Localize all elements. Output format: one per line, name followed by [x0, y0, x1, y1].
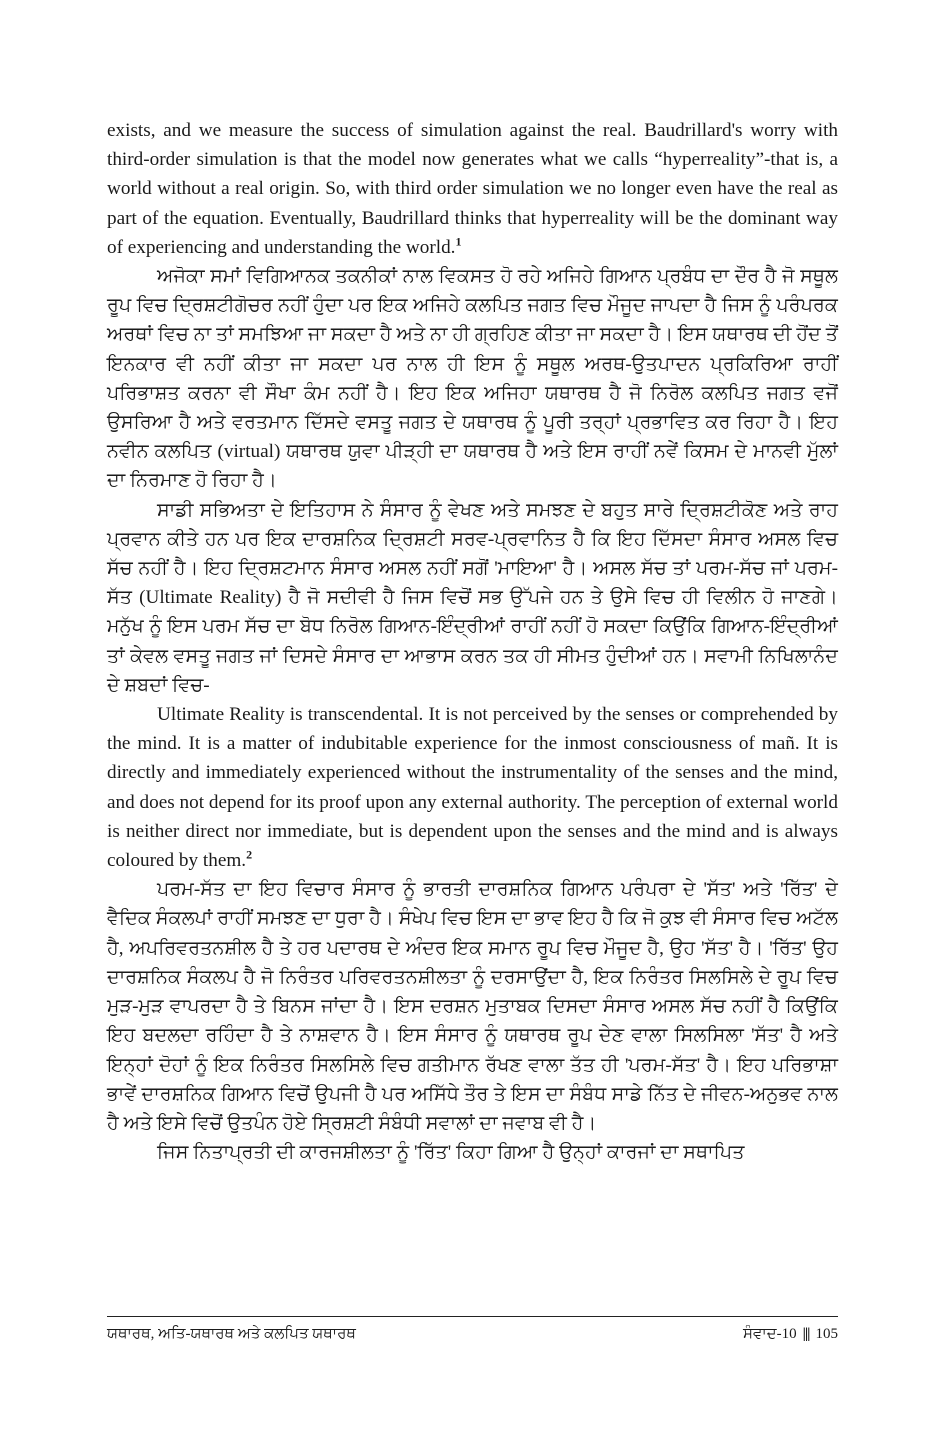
journal-name: ਸੰਵਾਦ-10 [742, 1326, 797, 1342]
paragraph-english-continued [107, 116, 838, 262]
running-title: ਯਥਾਰਥ, ਅਤਿ-ਯਥਾਰਥ ਅਤੇ ਕਲਪਿਤ ਯਥਾਰਥ [107, 1326, 356, 1342]
page-body [107, 116, 838, 1167]
paragraph-punjabi-4: ਜਿਸ ਨਿਤਾਪ੍ਰਤੀ ਦੀ ਕਾਰਜਸ਼ੀਲਤਾ ਨੂੰ 'ਰਿੱਤ' ਕਿਹਾ ਗਿਆ ਹੈ ਉਨ੍ਹਾਂ ਕਾਰਜਾਂ ਦਾ ਸਥਾਪਿਤ [157, 1142, 745, 1164]
paragraph-punjabi-1: ਅਜੋਕਾ ਸਮਾਂ ਵਿਗਿਆਨਕ ਤਕਨੀਕਾਂ ਨਾਲ ਵਿਕਸਤ ਹੋ ਰਹੇ ਅਜਿਹੇ ਗਿਆਨ ਪ੍ਰਬੰਧ ਦਾ ਦੌਰ ਹੈ ਜੋ ਸਥੂਲ ਰੂਪ ਵਿਚ ਦ੍ਰਿਸ਼ਟੀਗੋਚਰ ਨਹੀਂ ਹੁੰਦਾ ਪਰ ਇਕ ਅਜਿਹੇ ਕਲਪਿਤ ਜਗਤ ਵਿਚ ਮੌਜੂਦ ਜਾਪਦਾ ਹੈ ਜਿਸ ਨੂੰ ਪਰੰਪਰਕ ਅਰਥਾਂ ਵਿਚ ਨਾ ਤਾਂ ਸਮਝਿਆ ਜਾ ਸਕਦਾ ਹੈ ਅਤੇ ਨਾ ਹੀ ਗ੍ਰਹਿਣ ਕੀਤਾ ਜਾ ਸਕਦਾ ਹੈ। ਇਸ ਯਥਾਰਥ ਦੀ ਹੋਂਦ ਤੋਂ ਇਨਕਾਰ ਵੀ ਨਹੀਂ ਕੀਤਾ ਜਾ ਸਕਦਾ ਪਰ ਨਾਲ ਹੀ ਇਸ ਨੂੰ ਸਥੂਲ ਅਰਥ-ਉਤਪਾਦਨ ਪ੍ਰਕਿਰਿਆ ਰਾਹੀਂ ਪਰਿਭਾਸ਼ਤ ਕਰਨਾ ਵੀ ਸੌਖਾ ਕੰਮ ਨਹੀਂ ਹੈ। ਇਹ ਇਕ ਅਜਿਹਾ ਯਥਾਰਥ ਹੈ ਜੋ ਨਿਰੋਲ ਕਲਪਿਤ ਜਗਤ ਵਜੋਂ ਉਸਰਿਆ ਹੈ ਅਤੇ ਵਰਤਮਾਨ ਦਿੱਸਦੇ ਵਸਤੂ ਜਗਤ ਦੇ ਯਥਾਰਥ ਨੂੰ ਪੂਰੀ ਤਰ੍ਹਾਂ ਪ੍ਰਭਾਵਿਤ ਕਰ ਰਿਹਾ ਹੈ। ਇਹ ਨਵੀਨ ਕਲਪਿਤ (virtual) ਯਥਾਰਥ ਯੁਵਾ ਪੀੜ੍ਹੀ ਦਾ ਯਥਾਰਥ ਹੈ ਅਤੇ ਇਸ ਰਾਹੀਂ ਨਵੇਂ ਕਿਸਮ ਦੇ ਮਾਨਵੀ ਮੁੱਲਾਂ ਦਾ ਨਿਰਮਾਣ ਹੋ ਰਿਹਾ ਹੈ। [107, 266, 838, 492]
footnote-ref-1: 1 [455, 234, 462, 249]
block-quote [107, 700, 838, 875]
page-footer [107, 1316, 838, 1343]
footer-page-info [743, 1325, 838, 1343]
paragraph-punjabi-2: ਸਾਡੀ ਸਭਿਅਤਾ ਦੇ ਇਤਿਹਾਸ ਨੇ ਸੰਸਾਰ ਨੂੰ ਵੇਖਣ ਅਤੇ ਸਮਝਣ ਦੇ ਬਹੁਤ ਸਾਰੇ ਦ੍ਰਿਸ਼ਟੀਕੋਣ ਅਤੇ ਰਾਹ ਪ੍ਰਵਾਨ ਕੀਤੇ ਹਨ ਪਰ ਇਕ ਦਾਰਸ਼ਨਿਕ ਦ੍ਰਿਸ਼ਟੀ ਸਰਵ-ਪ੍ਰਵਾਨਿਤ ਹੈ ਕਿ ਇਹ ਦਿੱਸਦਾ ਸੰਸਾਰ ਅਸਲ ਵਿਚ ਸੱਚ ਨਹੀਂ ਹੈ। ਇਹ ਦ੍ਰਿਸ਼ਟਮਾਨ ਸੰਸਾਰ ਅਸਲ ਨਹੀਂ ਸਗੋਂ 'ਮਾਇਆ' ਹੈ। ਅਸਲ ਸੱਚ ਤਾਂ ਪਰਮ-ਸੱਚ ਜਾਂ ਪਰਮ-ਸੱਤ (Ultimate Reality) ਹੈ ਜੋ ਸਦੀਵੀ ਹੈ ਜਿਸ ਵਿਚੋਂ ਸਭ ਉੱਪਜੇ ਹਨ ਤੇ ਉਸੇ ਵਿਚ ਹੀ ਵਿਲੀਨ ਹੋ ਜਾਣਗੇ। ਮਨੁੱਖ ਨੂੰ ਇਸ ਪਰਮ ਸੱਚ ਦਾ ਬੋਧ ਨਿਰੋਲ ਗਿਆਨ-ਇੰਦ੍ਰੀਆਂ ਰਾਹੀਂ ਨਹੀਂ ਹੋ ਸਕਦਾ ਕਿਉਂਕਿ ਗਿਆਨ-ਇੰਦ੍ਰੀਆਂ ਤਾਂ ਕੇਵਲ ਵਸਤੂ ਜਗਤ ਜਾਂ ਦਿਸਦੇ ਸੰਸਾਰ ਦਾ ਆਭਾਸ ਕਰਨ ਤਕ ਹੀ ਸੀਮਤ ਹੁੰਦੀਆਂ ਹਨ। ਸਵਾਮੀ ਨਿਖਿਲਾਨੰਦ ਦੇ ਸ਼ਬਦਾਂ ਵਿਚ- [107, 499, 839, 696]
footnote-ref-2: 2 [246, 847, 253, 862]
paragraph-text: exists, and we measure the success of simulation against the real. Baudrillard's worry with third-order simulation is that the model now generates what we calls “hyperreality”-that is, a world without a real origin. So, with third order simulation we no longer even have the real as part of the equation. Eventually, Baudrillard thinks that hyperreality will be the dominant way of experiencing and understanding the world. [107, 120, 838, 258]
separator: ||| [802, 1326, 810, 1342]
quote-text: Ultimate Reality is transcendental. It is not perceived by the senses or comprehended by the mind. It is a matter of indubitable experience for the inmost consciousness of mañ. It is directly and immediately experienced without the instrumentality of the senses and the mind, and does not depend for its proof upon any external authority. The perception of external world is neither direct nor immediate, but is dependent upon the senses and the mind and is always coloured by them. [107, 704, 838, 872]
paragraph-punjabi-3: ਪਰਮ-ਸੱਤ ਦਾ ਇਹ ਵਿਚਾਰ ਸੰਸਾਰ ਨੂੰ ਭਾਰਤੀ ਦਾਰਸ਼ਨਿਕ ਗਿਆਨ ਪਰੰਪਰਾ ਦੇ 'ਸੱਤ' ਅਤੇ 'ਰਿੱਤ' ਦੇ ਵੈਦਿਕ ਸੰਕਲਪਾਂ ਰਾਹੀਂ ਸਮਝਣ ਦਾ ਧੁਰਾ ਹੈ। ਸੰਖੇਪ ਵਿਚ ਇਸ ਦਾ ਭਾਵ ਇਹ ਹੈ ਕਿ ਜੋ ਕੁਝ ਵੀ ਸੰਸਾਰ ਵਿਚ ਅਟੱਲ ਹੈ, ਅਪਰਿਵਰਤਨਸ਼ੀਲ ਹੈ ਤੇ ਹਰ ਪਦਾਰਥ ਦੇ ਅੰਦਰ ਇਕ ਸਮਾਨ ਰੂਪ ਵਿਚ ਮੌਜੂਦ ਹੈ, ਉਹ 'ਸੱਤ' ਹੈ। 'ਰਿੱਤ' ਉਹ ਦਾਰਸ਼ਨਿਕ ਸੰਕਲਪ ਹੈ ਜੋ ਨਿਰੰਤਰ ਪਰਿਵਰਤਨਸ਼ੀਲਤਾ ਨੂੰ ਦਰਸਾਉਂਦਾ ਹੈ, ਇਕ ਨਿਰੰਤਰ ਸਿਲਸਿਲੇ ਦੇ ਰੂਪ ਵਿਚ ਮੁੜ-ਮੁੜ ਵਾਪਰਦਾ ਹੈ ਤੇ ਬਿਨਸ ਜਾਂਦਾ ਹੈ। ਇਸ ਦਰਸ਼ਨ ਮੁਤਾਬਕ ਦਿਸਦਾ ਸੰਸਾਰ ਅਸਲ ਸੱਚ ਨਹੀਂ ਹੈ ਕਿਉਂਕਿ ਇਹ ਬਦਲਦਾ ਰਹਿੰਦਾ ਹੈ ਤੇ ਨਾਸ਼ਵਾਨ ਹੈ। ਇਸ ਸੰਸਾਰ ਨੂੰ ਯਥਾਰਥ ਰੂਪ ਦੇਣ ਵਾਲਾ ਸਿਲਸਿਲਾ 'ਸੱਤ' ਹੈ ਅਤੇ ਇਨ੍ਹਾਂ ਦੋਹਾਂ ਨੂੰ ਇਕ ਨਿਰੰਤਰ ਸਿਲਸਿਲੇ ਵਿਚ ਗਤੀਮਾਨ ਰੱਖਣ ਵਾਲਾ ਤੱਤ ਹੀ 'ਪਰਮ-ਸੱਤ' ਹੈ। ਇਹ ਪਰਿਭਾਸ਼ਾ ਭਾਵੇਂ ਦਾਰਸ਼ਨਿਕ ਗਿਆਨ ਵਿਚੋਂ ਉਪਜੀ ਹੈ ਪਰ ਅਸਿੱਧੇ ਤੌਰ ਤੇ ਇਸ ਦਾ ਸੰਬੰਧ ਸਾਡੇ ਨਿੱਤ ਦੇ ਜੀਵਨ-ਅਨੁਭਵ ਨਾਲ ਹੈ ਅਤੇ ਇਸੇ ਵਿਚੋਂ ਉਤਪੰਨ ਹੋਏ ਸ੍ਰਿਸ਼ਟੀ ਸੰਬੰਧੀ ਸਵਾਲਾਂ ਦਾ ਜਵਾਬ ਵੀ ਹੈ। [107, 879, 838, 1134]
page-number: 105 [815, 1326, 838, 1342]
